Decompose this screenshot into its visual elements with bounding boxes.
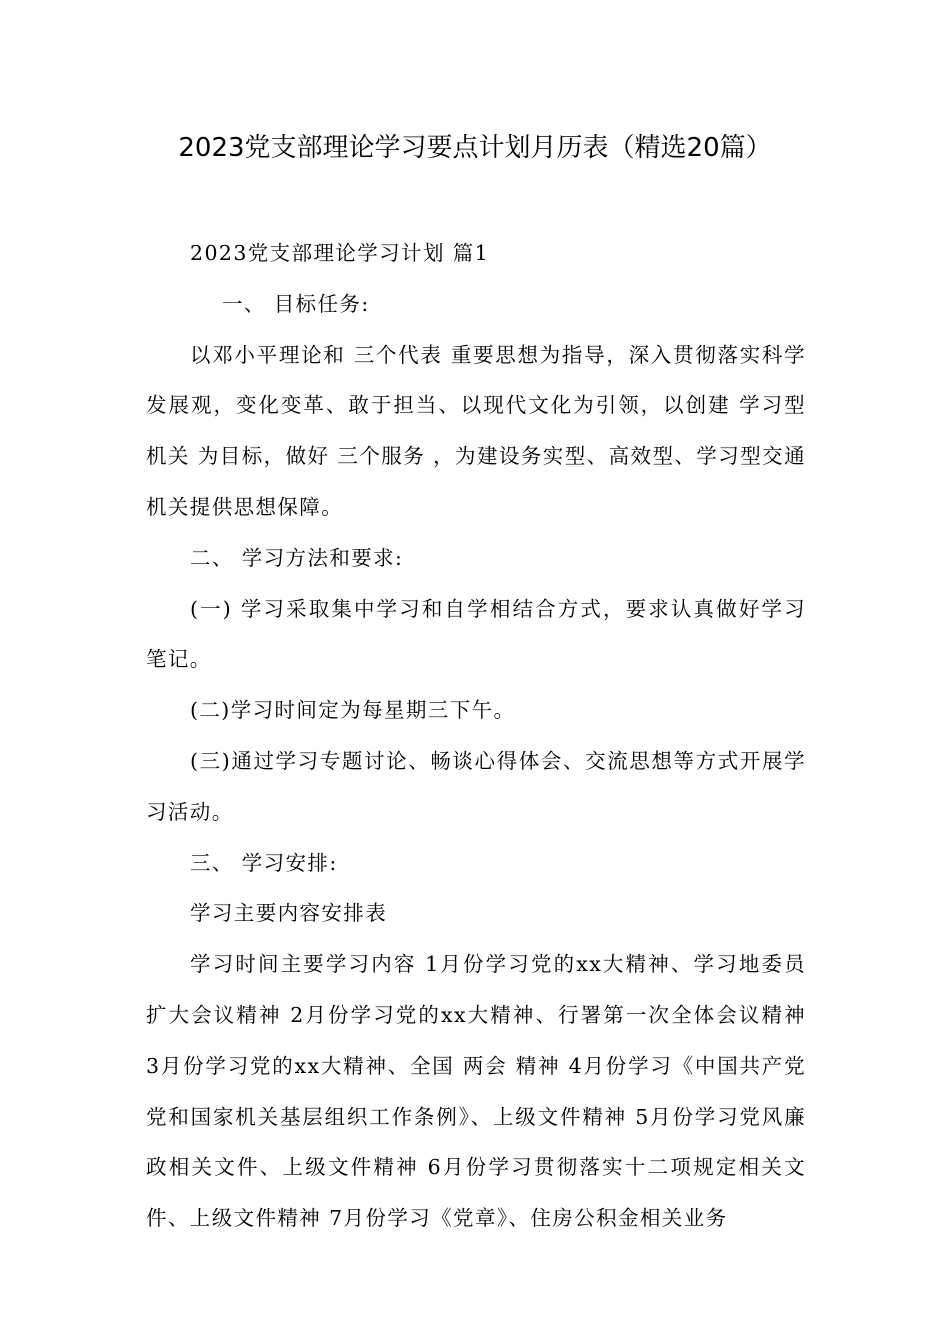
document-title: 2023党支部理论学习要点计划月历表（精选20篇） — [178, 133, 772, 163]
paragraph: 以邓小平理论和 三个代表 重要思想为指导，深入贯彻落实科学发展观，变化变革、敢于担当、以现代文化为引领，以创建 学习型机关 为目标，做好 三个服务 ，为建设务实型、高效型、学习型交通机关提供思想保障。 — [146, 342, 806, 519]
paragraph: (三)通过学习专题讨论、畅谈心得体会、交流思想等方式开展学习活动。 — [146, 748, 806, 824]
section-heading: 一、 目标任务: — [222, 291, 370, 316]
paragraph: (一) 学习采取集中学习和自学相结合方式，要求认真做好学习笔记。 — [146, 596, 806, 672]
paragraph: 学习主要内容安排表 — [190, 901, 388, 926]
section-heading: 2023党支部理论学习计划 篇1 — [190, 241, 490, 265]
paragraph: 学习时间主要学习内容 1月份学习党的xx大精神、学习地委员扩大会议精神 2月份学习党的xx大精神、行署第一次全体会议精神 3月份学习党的xx大精神、全国 两会 精神 4月份学习《中国共产党党和国家机关基层组织工作条例》、上级文件精神 5月份学习党风廉政相关文件、上级文件精神 6月份学习贯彻落实十二项规定相关文件、上级文件精神 7月份学习《党章》、住房公积金相关业务 — [146, 952, 806, 1231]
document-body — [146, 228, 806, 1244]
section-heading: 二、 学习方法和要求: — [190, 545, 404, 570]
section-heading: 三、 学习安排: — [190, 850, 338, 875]
paragraph: (二)学习时间定为每星期三下午。 — [190, 698, 516, 723]
